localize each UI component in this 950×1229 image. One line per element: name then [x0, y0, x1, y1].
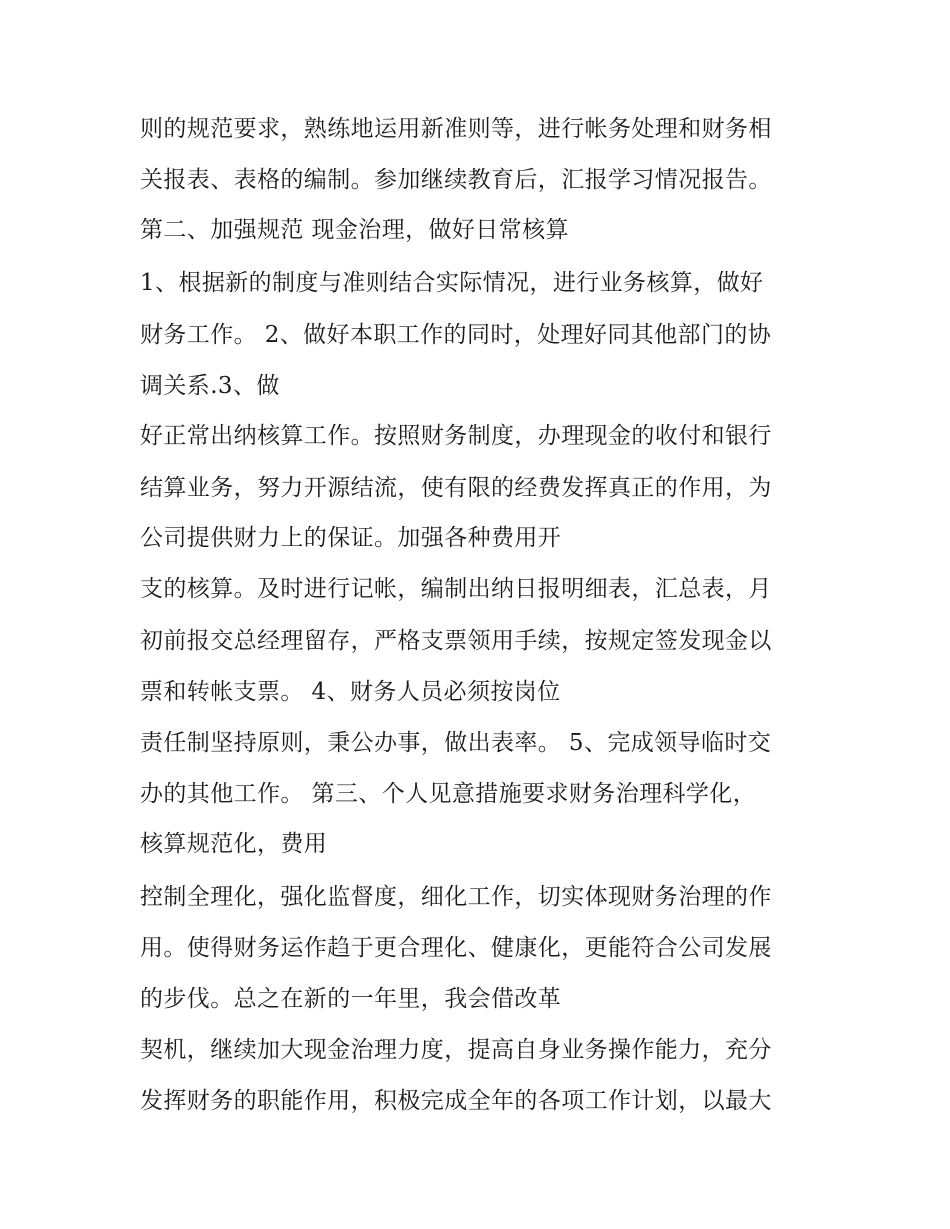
- text-line: 1、根据新的制度与准则结合实际情况，进行业务核算，做好: [140, 270, 764, 296]
- text-line: 支的核算。及时进行记帐，编制出纳日报明细表，汇总表，月: [140, 576, 772, 602]
- text-line: 责任制坚持原则，秉公办事，做出表率。 5、完成领导临时交: [140, 730, 772, 756]
- text-line: 调关系.3、做: [140, 373, 280, 399]
- text-line: 用。使得财务运作趋于更合理化、健康化，更能符合公司发展: [140, 935, 772, 961]
- text-line: 控制全理化，强化监督度，细化工作，切实体现财务治理的作: [140, 884, 772, 910]
- text-line: 办的其他工作。 第三、个人见意措施要求财务治理科学化，: [140, 781, 757, 807]
- text-line: 票和转帐支票。 4、财务人员必须按岗位: [140, 679, 561, 705]
- text-line: 结算业务，努力开源结流，使有限的经费发挥真正的作用，为: [140, 475, 772, 501]
- text-line: 的步伐。总之在新的一年里，我会借改革: [140, 986, 562, 1012]
- text-line: 核算规范化，费用: [140, 831, 328, 857]
- text-line: 契机，继续加大现金治理力度，提高自身业务操作能力，充分: [140, 1037, 772, 1063]
- text-line: 财务工作。 2、做好本职工作的同时，处理好同其他部门的协: [140, 322, 772, 348]
- text-line: 第二、加强规范 现金治理，做好日常核算: [140, 217, 569, 243]
- text-line: 初前报交总经理留存，严格支票领用手续，按规定签发现金以: [140, 628, 772, 654]
- text-line: 好正常出纳核算工作。按照财务制度，办理现金的收付和银行: [140, 423, 772, 449]
- text-line: 发挥财务的职能作用，积极完成全年的各项工作计划，以最大: [140, 1088, 772, 1114]
- text-line: 关报表、表格的编制。参加继续教育后，汇报学习情况报告。: [140, 167, 772, 193]
- text-line: 公司提供财力上的保证。加强各种费用开: [140, 525, 562, 551]
- text-line: 则的规范要求，熟练地运用新准则等，进行帐务处理和财务相: [140, 116, 772, 142]
